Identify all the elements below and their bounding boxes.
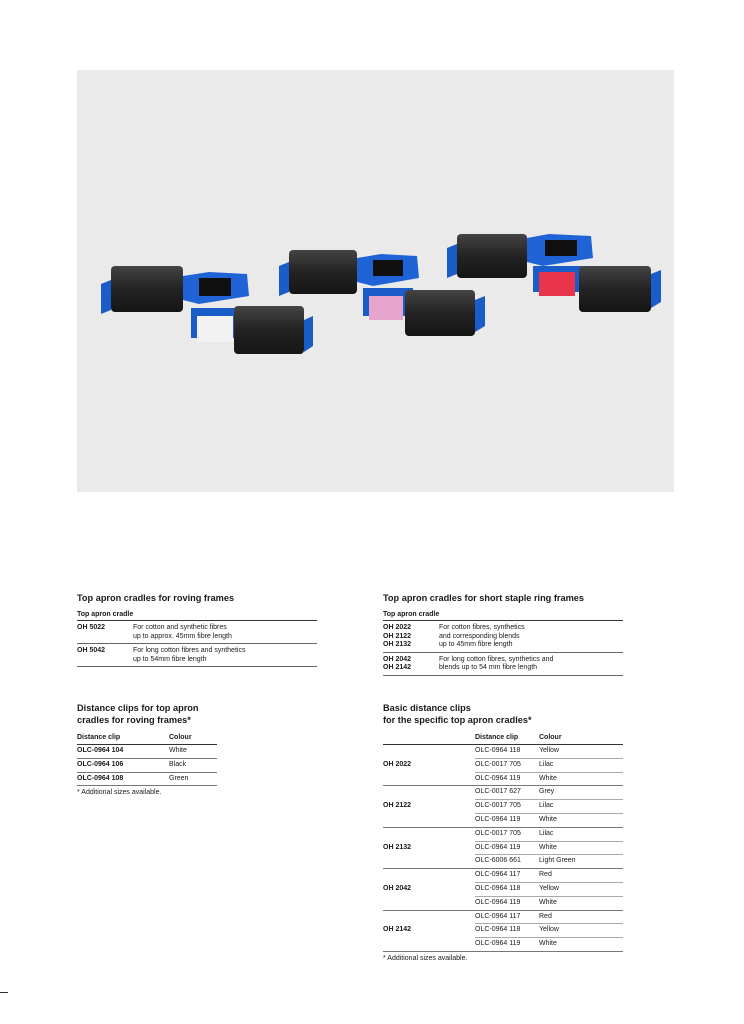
clip-colour: Yellow <box>539 882 623 896</box>
clip-colour: Red <box>539 869 623 883</box>
ring-title: Top apron cradles for short staple ring frames <box>383 593 584 603</box>
product-codes <box>383 656 439 673</box>
col-cradle <box>383 733 475 745</box>
product-code: OH 2122 <box>383 632 412 640</box>
clip-code: OLC-0964 119 <box>475 772 539 786</box>
desc-line: up to approx. 45mm fibre length <box>133 632 232 640</box>
page-corner-mark <box>0 992 8 993</box>
clip-colour: White <box>169 745 217 759</box>
clip-colour: Grey <box>539 786 623 800</box>
ring-cradles-section <box>383 592 623 676</box>
desc-line: blends up to 54 mm fibre length <box>439 664 538 672</box>
product-row <box>77 644 317 667</box>
table-row <box>383 869 623 883</box>
roving-title: Top apron cradles for roving frames <box>77 593 235 603</box>
table-row <box>383 745 623 759</box>
basic-clips-title <box>383 702 623 726</box>
footnote: * Additional sizes available. <box>383 954 468 962</box>
desc-line: For long cotton fibres, synthetics and <box>439 655 554 663</box>
desc-line: For long cotton fibres and synthetics <box>133 647 246 655</box>
title-line: Distance clips for top apron <box>77 703 199 713</box>
cradle-group: OH 2022 <box>383 745 475 786</box>
clip-colour: Green <box>169 772 217 786</box>
clip-colour: Lilac <box>539 758 623 772</box>
product-row <box>383 653 623 676</box>
product-code: OH 2042 <box>383 655 412 663</box>
distance-clips-section <box>77 702 217 796</box>
roving-subhead: Top apron cradle <box>77 611 317 621</box>
clip-colour: White <box>539 938 623 952</box>
clip-code: OLC-0964 118 <box>475 924 539 938</box>
product-code: OH 2132 <box>383 641 412 649</box>
product-photo <box>77 70 674 492</box>
clip-white <box>197 316 233 342</box>
distance-clips-table <box>77 733 217 786</box>
table-row <box>383 910 623 924</box>
product-description <box>133 647 317 664</box>
product-code: OH 5042 <box>77 647 106 655</box>
clip-code: OLC-0017 627 <box>475 786 539 800</box>
basic-clips-body <box>383 745 623 952</box>
clip-code: OLC-0964 108 <box>77 772 169 786</box>
clip-code: OLC-0964 117 <box>475 910 539 924</box>
clip-colour: Red <box>539 910 623 924</box>
clip-colour: Yellow <box>539 924 623 938</box>
desc-line: up to 54mm fibre length <box>133 655 207 663</box>
clip-code: OLC-6006 661 <box>475 855 539 869</box>
product-description <box>439 624 623 650</box>
clip-code: OLC-0964 106 <box>77 758 169 772</box>
basic-clips-section <box>383 702 623 962</box>
product-code: OH 5022 <box>77 624 106 631</box>
product-codes <box>383 624 439 650</box>
roving-cradles-section <box>77 592 317 667</box>
clip-code: OLC-0964 119 <box>475 896 539 910</box>
clip-code: OLC-0017 705 <box>475 800 539 814</box>
clip-code: OLC-0017 705 <box>475 827 539 841</box>
clip-colour: Light Green <box>539 855 623 869</box>
table-row <box>77 758 217 772</box>
title-line: cradles for roving frames* <box>77 715 191 725</box>
col-distance-clip: Distance clip <box>77 733 169 745</box>
product-row <box>77 621 317 644</box>
product-description <box>439 656 623 673</box>
ring-subhead: Top apron cradle <box>383 611 623 621</box>
clip-colour: White <box>539 896 623 910</box>
clip-code: OLC-0964 119 <box>475 813 539 827</box>
footnote: * Additional sizes available. <box>77 789 162 797</box>
cradle-group: OH 2042 <box>383 869 475 910</box>
clip-colour: White <box>539 841 623 855</box>
clip-colour: White <box>539 772 623 786</box>
cradle-group: OH 2122 <box>383 786 475 827</box>
top-apron-cradles-illustration <box>77 70 674 492</box>
clip-colour: Yellow <box>539 745 623 759</box>
col-colour: Colour <box>169 733 217 745</box>
basic-clips-table <box>383 733 623 952</box>
distance-clips-title <box>77 702 217 726</box>
table-row <box>77 745 217 759</box>
cradle-group: OH 2142 <box>383 910 475 951</box>
clip-colour: Lilac <box>539 827 623 841</box>
desc-line: For cotton and synthetic fibres <box>133 624 227 631</box>
table-row <box>383 786 623 800</box>
clip-colour: Black <box>169 758 217 772</box>
clip-colour: Lilac <box>539 800 623 814</box>
product-code: OH 2022 <box>383 624 412 631</box>
clip-code: OLC-0964 117 <box>475 869 539 883</box>
desc-line: up to 45mm fibre length <box>439 641 513 649</box>
table-row <box>77 772 217 786</box>
product-row <box>383 621 623 653</box>
table-row <box>383 827 623 841</box>
desc-line: For cotton fibres, synthetics <box>439 624 525 631</box>
clip-red <box>539 272 575 296</box>
clip-code: OLC-0964 119 <box>475 938 539 952</box>
clip-code: OLC-0964 118 <box>475 745 539 759</box>
title-line: Basic distance clips <box>383 703 471 713</box>
col-colour: Colour <box>539 733 623 745</box>
title-line: for the specific top apron cradles* <box>383 715 532 725</box>
clip-code: OLC-0964 118 <box>475 882 539 896</box>
product-code: OH 2142 <box>383 664 412 672</box>
product-description <box>133 624 317 641</box>
cradle-group: OH 2132 <box>383 827 475 868</box>
desc-line: and corresponding blends <box>439 632 520 640</box>
clip-lilac <box>369 296 403 320</box>
clip-code: OLC-0964 119 <box>475 841 539 855</box>
col-distance-clip: Distance clip <box>475 733 539 745</box>
clip-code: OLC-0017 705 <box>475 758 539 772</box>
clip-colour: White <box>539 813 623 827</box>
clip-code: OLC-0964 104 <box>77 745 169 759</box>
